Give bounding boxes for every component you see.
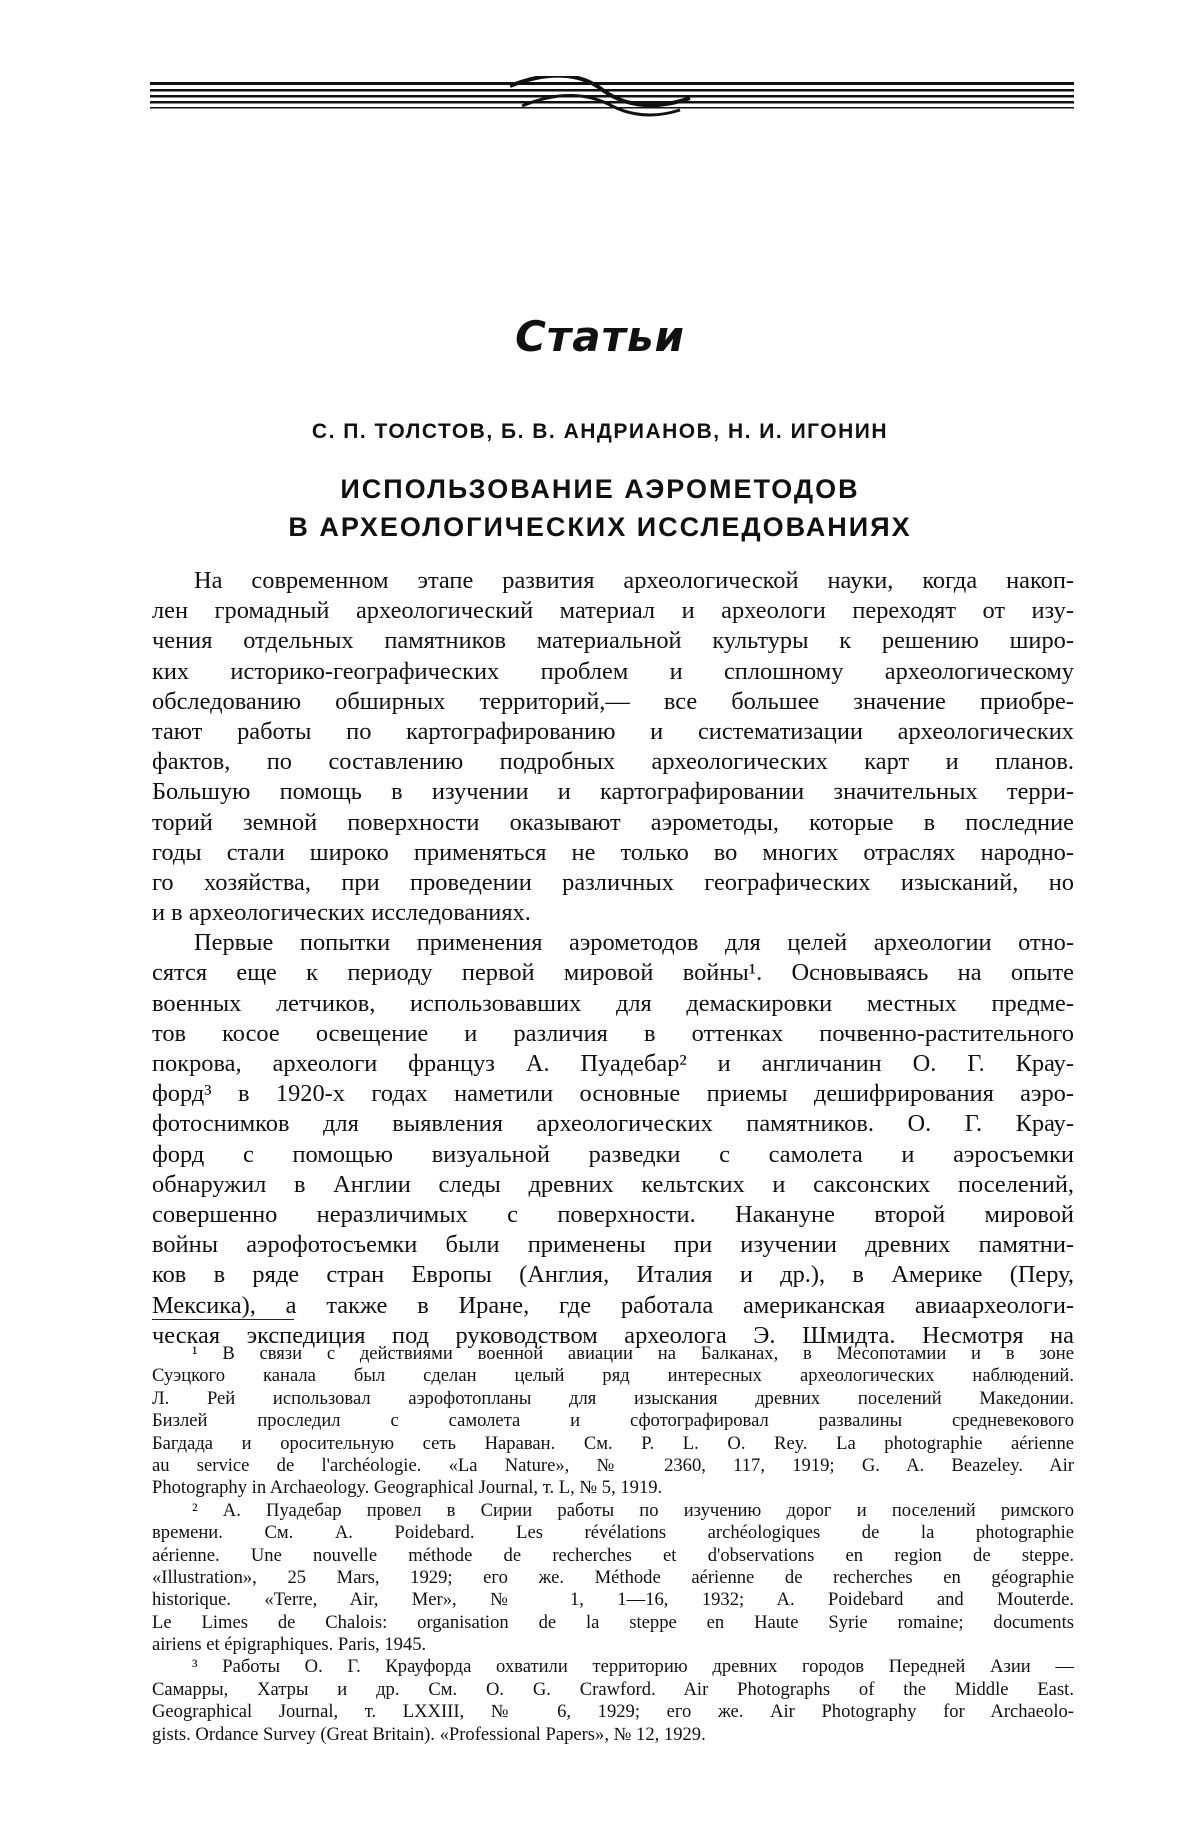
footnote-line: Л. Рей использовал аэрофотопланы для изыскания древних поселений Македонии. <box>152 1387 1074 1409</box>
footnote-line: ³ Работы О. Г. Крауфорда охватили территорию древних городов Передней Азии — <box>192 1656 1074 1678</box>
body-line: ков в ряде стран Европы (Англия, Италия и др.), в Америке (Перу, <box>152 1261 1074 1289</box>
body-line: На современном этапе развития археологической науки, когда накоп- <box>194 567 1074 594</box>
body-line: форд³ в 1920-х годах наметили основные приемы дешифрирования аэро- <box>152 1080 1074 1108</box>
footnote-line: au service de l'archéologie. «La Nature», № 2360, 117, 1919; G. A. Beazeley. Air <box>152 1454 1074 1476</box>
footnote-line: Бизлей проследил с самолета и сфотографировал развалины средневекового <box>152 1410 1074 1432</box>
footnote-line: Geographical Journal, т. LXXIII, № 6, 1929; его же. Air Photography for Archaeolo- <box>152 1701 1074 1723</box>
body-line: форд с помощью визуальной разведки с самолета и аэросъемки <box>152 1140 1074 1168</box>
article-title-line: ИСПОЛЬЗОВАНИЕ АЭРОМЕТОДОВ <box>340 474 860 504</box>
body-line: годы стали широко применяться не только во многих отраслях народно- <box>152 838 1074 866</box>
article-title <box>0 470 1200 546</box>
body-line: торий земной поверхности оказывают аэрометоды, которые в последние <box>152 808 1074 836</box>
body-line: обнаружил в Англии следы древних кельтских и саксонских поселений, <box>152 1170 1074 1198</box>
body-line: Большую помощь в изучении и картографировании значительных терри- <box>152 778 1074 806</box>
footnote-line: «Illustration», 25 Mars, 1929; его же. Méthode aérienne de recherches en géographie <box>152 1566 1074 1588</box>
footnote-line: Самарры, Хатры и др. См. O. G. Crawford. Air Photographs of the Middle East. <box>152 1678 1074 1700</box>
article-title-line: В АРХЕОЛОГИЧЕСКИХ ИССЛЕДОВАНИЯХ <box>288 512 912 542</box>
body-line: ких историко-географических проблем и сплошному археологическому <box>152 657 1074 685</box>
footnote-line: Photography in Archaeology. Geographical Journal, т. L, № 5, 1919. <box>152 1477 663 1499</box>
body-line: лен громадный археологический материал и археологи переходят от изу- <box>152 597 1074 625</box>
body-line: го хозяйства, при проведении различных географических изысканий, но <box>152 868 1074 896</box>
body-line: Мексика), а также в Иране, где работала американская авиаархеологи- <box>152 1291 1074 1319</box>
footnotes <box>152 1343 1074 1746</box>
body-line: сятся еще к периоду первой мировой войны¹. Основываясь на опыте <box>152 959 1074 987</box>
footnote-line: Багдада и оросительную сеть Нараван. См. P. L. O. Rey. La photographie aérienne <box>152 1432 1074 1454</box>
body-line: совершенно неразличимых с поверхности. Накануне второй мировой <box>152 1200 1074 1228</box>
body-line: военных летчиков, использовавших для демаскировки местных предме- <box>152 989 1074 1017</box>
footnote-line: historique. «Terre, Air, Mer», № 1, 1—16, 1932; A. Poidebard and Mouterde. <box>152 1589 1074 1611</box>
footnote-line: Суэцкого канала был сделан целый ряд интересных археологических наблюдений. <box>152 1365 1074 1387</box>
body-line: и в археологических исследованиях. <box>152 899 531 927</box>
footnote-line: ¹ В связи с действиями военной авиации на Балканах, в Месопотамии и в зоне <box>192 1343 1074 1364</box>
footnote-separator <box>152 1319 294 1320</box>
body-line: ческая экспедиция под руководством археолога Э. Шмидта. Несмотря на <box>152 1321 1074 1349</box>
footnote-line: ² А. Пуадебар провел в Сирии работы по изучению дорог и поселений римского <box>192 1499 1074 1521</box>
body-line: фактов, по составлению подробных археологических карт и планов. <box>152 748 1074 776</box>
footnote-line: airiens et épigraphiques. Paris, 1945. <box>152 1634 427 1656</box>
footnote-line: gists. Ordance Survey (Great Britain). «Professional Papers», № 12, 1929. <box>152 1723 706 1745</box>
body-line: Первые попытки применения аэрометодов для целей археологии отно- <box>194 929 1074 957</box>
article-body <box>152 566 1074 1351</box>
body-line: покрова, археологи француз А. Пуадебар² и англичанин О. Г. Крау- <box>152 1050 1074 1077</box>
body-line: фотоснимков для выявления археологических памятников. О. Г. Крау- <box>152 1110 1074 1138</box>
footnote-line: времени. См. A. Poidebard. Les révélations archéologiques de la photographie <box>152 1522 1074 1544</box>
footnote-line: aérienne. Une nouvelle méthode de recherches et d'observations en region de steppe. <box>152 1544 1074 1566</box>
header-ornament <box>150 76 1074 128</box>
footnote-line: Le Limes de Chalois: organisation de la steppe en Haute Syrie romaine; documents <box>152 1611 1074 1633</box>
body-line: тов косое освещение и различия в оттенках почвенно-растительного <box>152 1019 1074 1047</box>
body-line: войны аэрофотосъемки были применены при изучении древних памятни- <box>152 1231 1074 1259</box>
body-line: обследованию обширных территорий,— все большее значение приобре- <box>152 687 1074 715</box>
body-line: тают работы по картографированию и систематизации археологических <box>152 717 1074 745</box>
body-line: чения отдельных памятников материальной культуры к решению широ- <box>152 627 1074 655</box>
section-title: Статьи <box>515 312 685 361</box>
article-authors: С. П. ТОЛСТОВ, Б. В. АНДРИАНОВ, Н. И. ИГОНИН <box>311 420 889 443</box>
